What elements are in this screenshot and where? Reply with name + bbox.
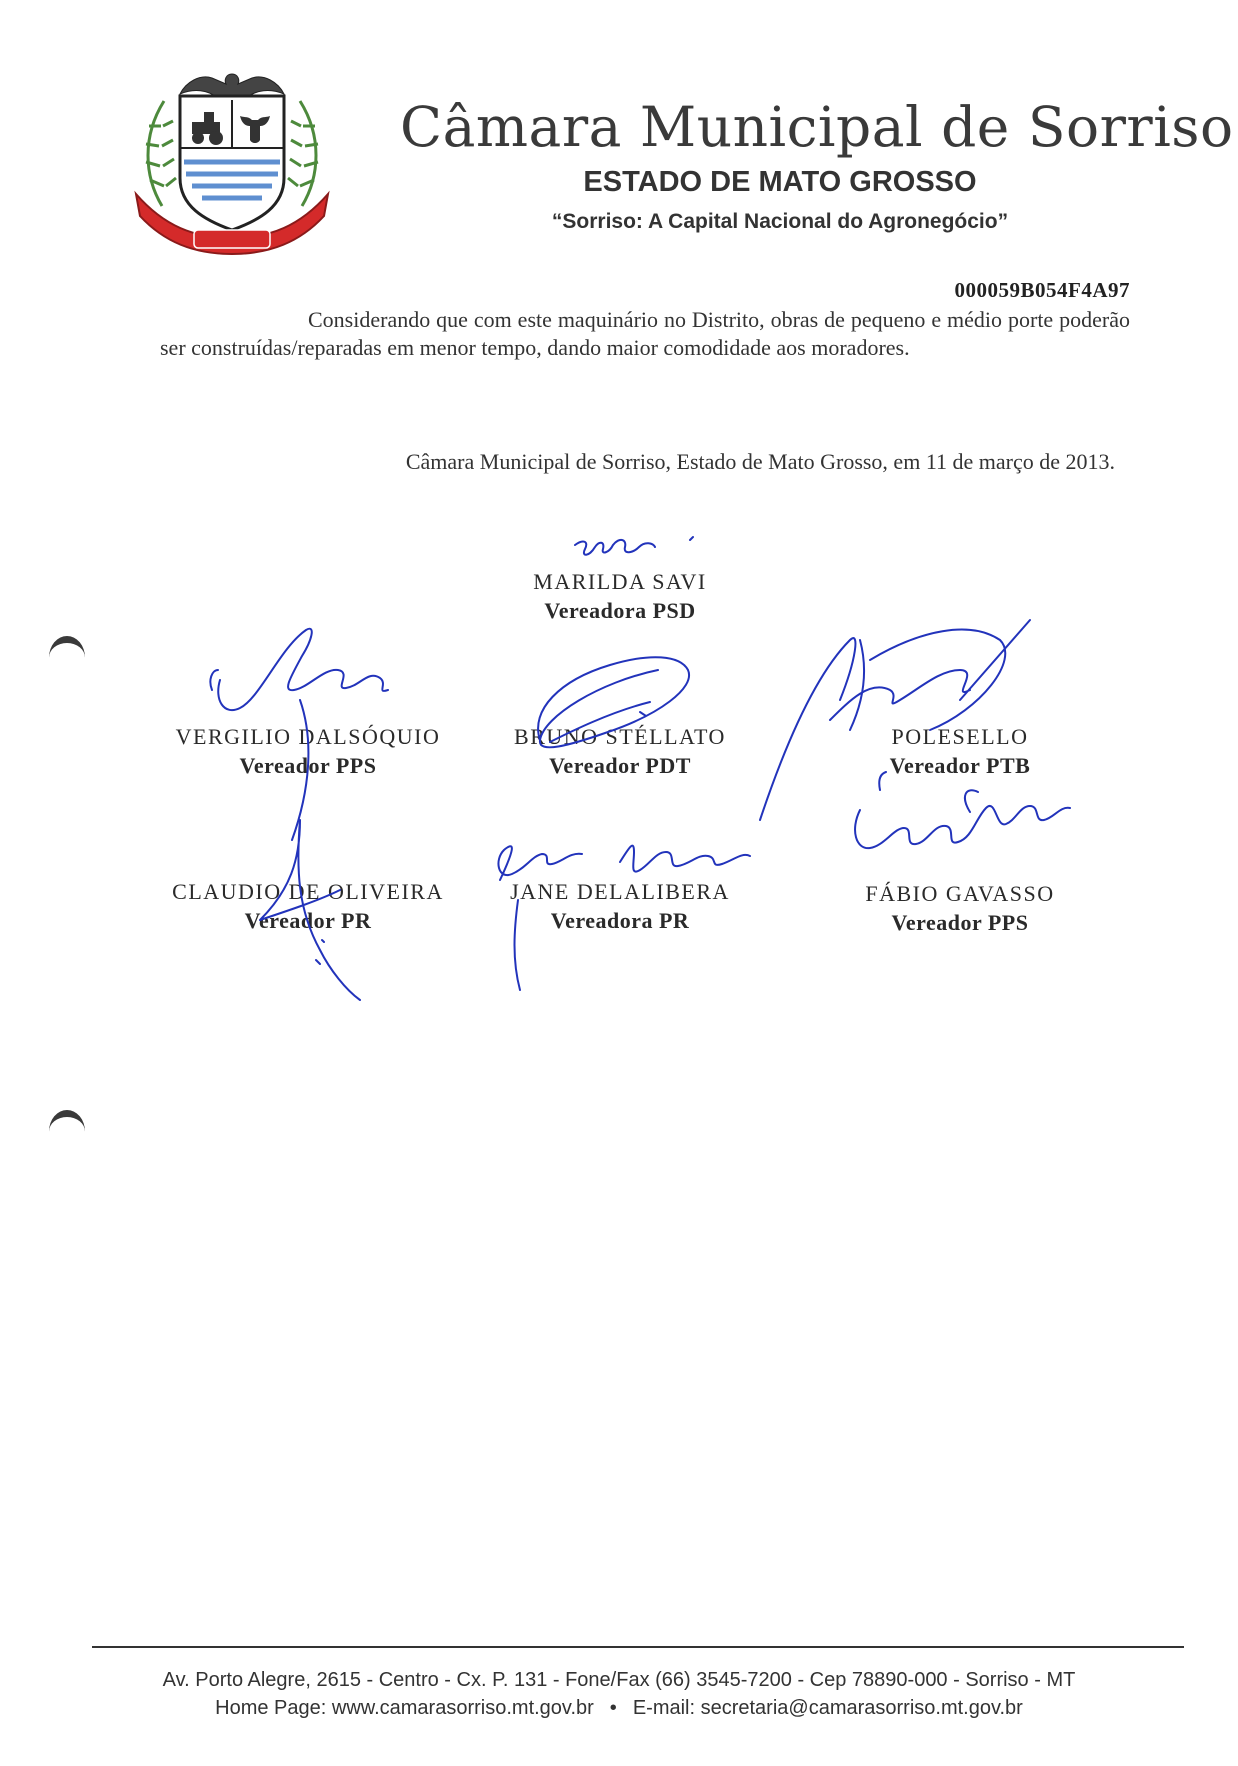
signatory-role: Vereadora PR [550, 908, 690, 933]
signatory-role: Vereador PPS [891, 910, 1029, 935]
left-laurel-icon [146, 101, 176, 206]
signatory-role: Vereador PPS [239, 753, 377, 778]
signatory-name: VERGILIO DALSÓQUIO [175, 724, 441, 749]
punch-hole [49, 636, 85, 679]
chamber-title: Câmara Municipal de Sorriso [400, 95, 1234, 159]
signatory-role: Vereadora PSD [544, 598, 696, 623]
slogan: “Sorriso: A Capital Nacional do Agronegócio” [551, 210, 1009, 233]
right-laurel-icon [288, 101, 318, 206]
footer-bullet: • [609, 1697, 617, 1719]
date-line: Câmara Municipal de Sorriso, Estado de Mato Grosso, em 11 de março de 2013. [405, 449, 1115, 474]
footer-contacts [60, 1697, 1178, 1720]
signatory-role: Vereador PDT [549, 753, 691, 778]
signatory-role: Vereador PR [244, 908, 372, 933]
state-heading: ESTADO DE MATO GROSSO [583, 166, 977, 198]
signatory-name: POLESELLO [891, 724, 1029, 749]
signatory-fabio [795, 879, 1125, 937]
body-paragraph: Considerando que com este maquinário no Distrito, obras de pequeno e médio porte poderão ser construídas/reparadas em menor tempo, dando maior comodidade aos moradores. [160, 307, 1130, 360]
footer-homepage: Home Page: www.camarasorriso.mt.gov.br [215, 1697, 594, 1719]
signature-polesello [760, 620, 1030, 820]
municipal-seal-logo [134, 66, 330, 256]
signatory-polesello [795, 722, 1125, 780]
document-code: 000059B054F4A97 [954, 278, 1130, 302]
signatory-name: BRUNO STÉLLATO [514, 724, 726, 749]
signatory-name: JANE DELALIBERA [510, 879, 730, 904]
signatory-name: CLAUDIO DE OLIVEIRA [172, 879, 444, 904]
footer-email: E-mail: secretaria@camarasorriso.mt.gov.br [632, 1697, 1023, 1719]
footer-address: Av. Porto Alegre, 2615 - Centro - Cx. P. 131 - Fone/Fax (66) 3545-7200 - Cep 78890-000 - Sorriso - MT [162, 1669, 1076, 1691]
signatory-marilda [455, 567, 785, 625]
signatory-vergilio [143, 722, 473, 780]
punch-hole [49, 1110, 85, 1153]
signatory-role: Vereador PTB [889, 753, 1031, 778]
signatory-claudio [143, 877, 473, 935]
signatory-bruno [455, 722, 785, 780]
signature-fabio [855, 772, 1070, 848]
signature-marilda [575, 537, 693, 555]
signatory-jane [455, 877, 785, 935]
signatory-name: FÁBIO GAVASSO [865, 881, 1055, 906]
signatory-name: MARILDA SAVI [533, 569, 707, 594]
footer-divider [92, 1646, 1184, 1648]
